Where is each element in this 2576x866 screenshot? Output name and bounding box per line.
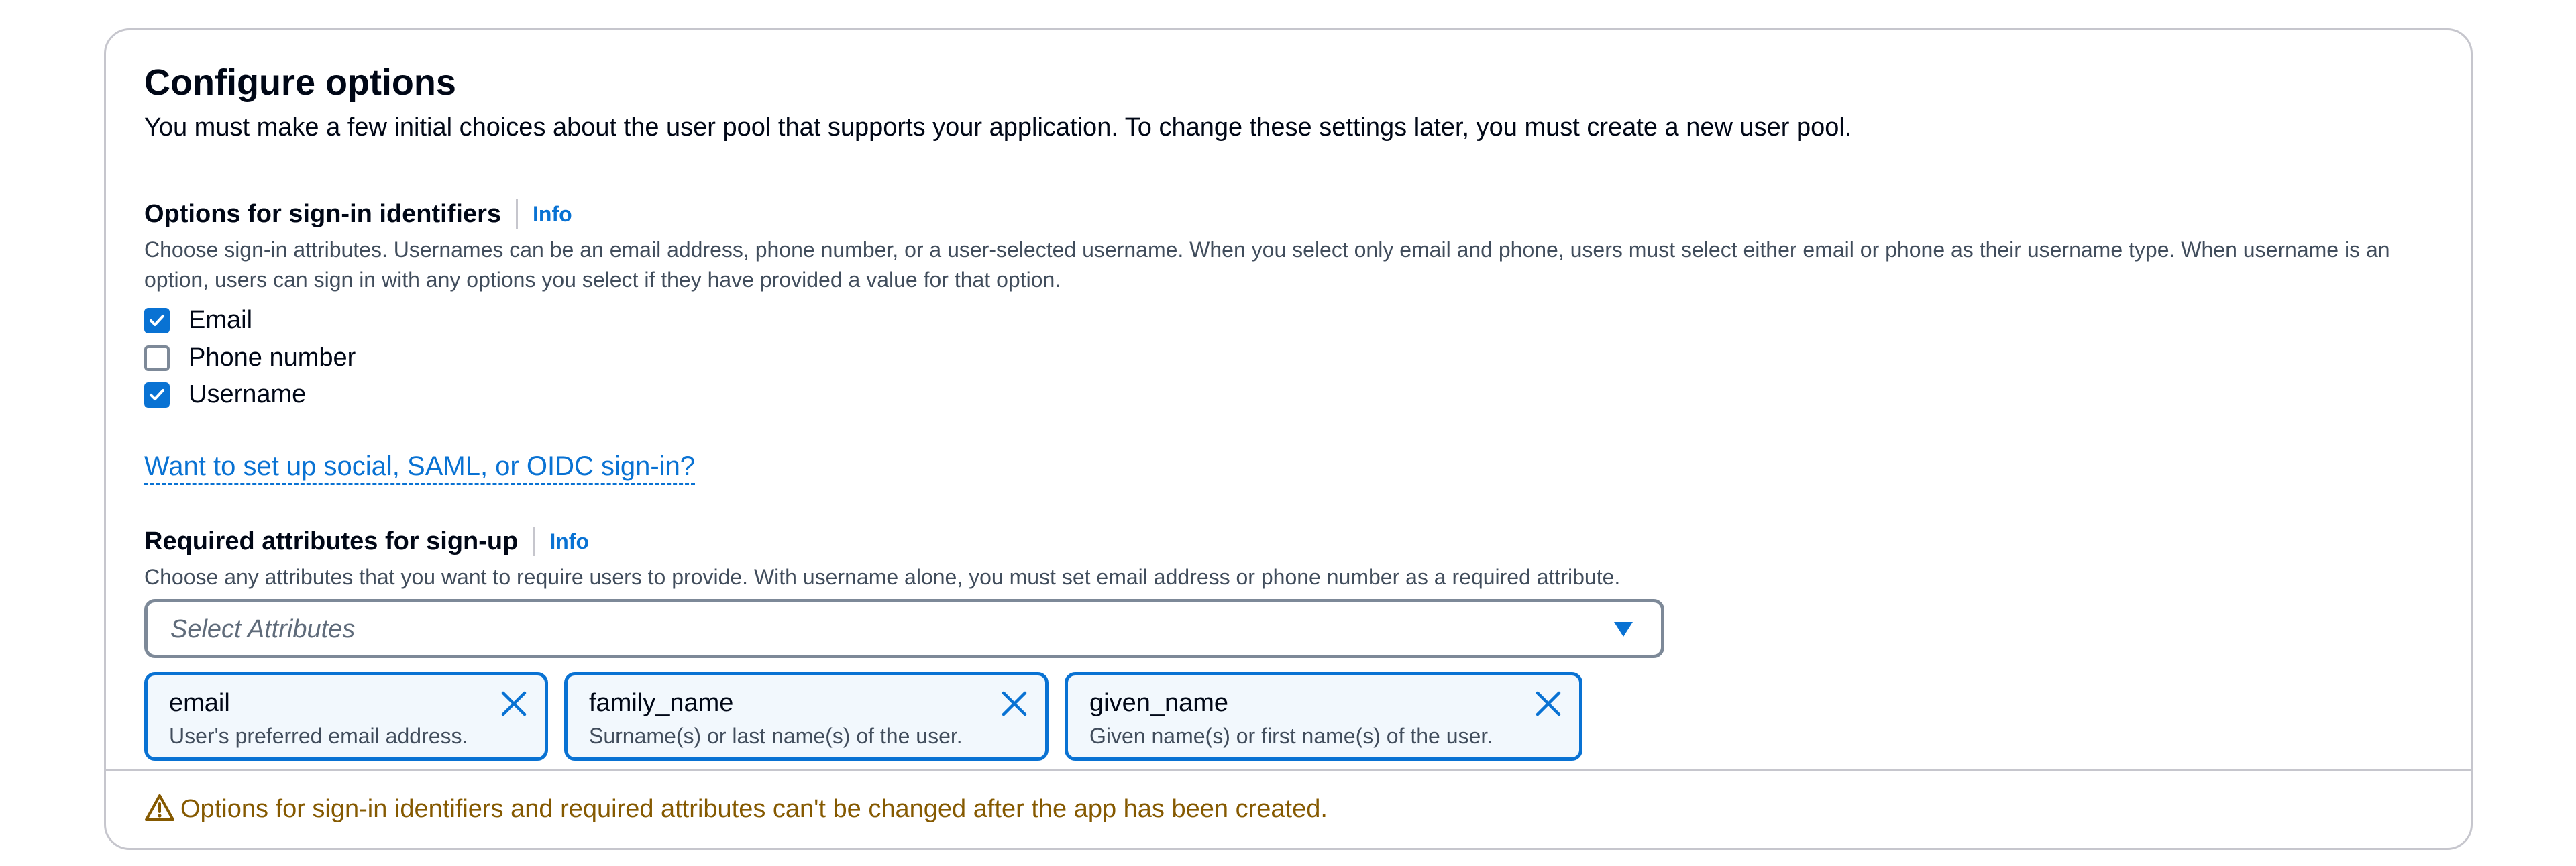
checkbox-unchecked-icon[interactable]	[144, 345, 170, 371]
checkbox-checked-icon[interactable]	[144, 382, 170, 408]
caret-down-icon[interactable]	[1613, 620, 1634, 641]
sign-in-identifiers-info-link[interactable]: Info	[533, 201, 572, 226]
required-attributes-description: Choose any attributes that you want to require users to provide. With username alone, you must set email address or phone number as a required attribute.	[144, 565, 1621, 589]
required-attributes-header	[144, 527, 589, 556]
configure-options-panel	[104, 28, 2473, 850]
token-email	[144, 672, 548, 761]
close-icon[interactable]	[1532, 688, 1564, 720]
select-attributes-placeholder: Select Attributes	[170, 615, 356, 643]
section-description: You must make a few initial choices about the user pool that supports your application. To change these settings later, you must create a new user pool.	[144, 113, 1852, 142]
sign-in-identifiers-description: Choose sign-in attributes. Usernames can be an email address, phone number, or a user-selected username. When you select only email and phone, users must select either email or phone as their username type. When username is an option, users can sign in with any options you select if they have provided a value for that option.	[144, 237, 2390, 292]
required-attributes-info-link[interactable]: Info	[549, 529, 589, 553]
close-icon[interactable]	[998, 688, 1030, 720]
select-attributes-multiselect[interactable]	[144, 599, 1664, 658]
checkbox-phone-number-label: Phone number	[189, 343, 356, 372]
token-family-name	[564, 672, 1049, 761]
checkbox-email[interactable]	[144, 306, 252, 335]
token-name: given_name	[1089, 689, 1229, 717]
label-divider	[516, 199, 518, 229]
warning-icon	[144, 794, 175, 825]
warning-footer	[144, 794, 1328, 825]
token-description: User's preferred email address.	[169, 724, 468, 748]
social-saml-oidc-link[interactable]: Want to set up social, SAML, or OIDC sign-in?	[144, 451, 695, 485]
sign-in-identifiers-header	[144, 199, 572, 229]
token-description: Surname(s) or last name(s) of the user.	[589, 724, 963, 748]
footer-divider	[106, 769, 2471, 771]
token-name: email	[169, 689, 230, 717]
checkbox-username[interactable]	[144, 380, 306, 409]
token-given-name	[1065, 672, 1582, 761]
section-title: Configure options	[144, 62, 456, 103]
checkbox-username-label: Username	[189, 380, 307, 409]
close-icon[interactable]	[498, 688, 530, 720]
checkbox-phone-number[interactable]	[144, 343, 356, 372]
required-attributes-label: Required attributes for sign-up	[144, 527, 519, 555]
label-divider	[533, 527, 535, 556]
sign-in-identifiers-label: Options for sign-in identifiers	[144, 199, 501, 228]
checkbox-checked-icon[interactable]	[144, 308, 170, 333]
token-description: Given name(s) or first name(s) of the user.	[1089, 724, 1493, 748]
checkbox-email-label: Email	[189, 306, 253, 334]
warning-text: Options for sign-in identifiers and required attributes can't be changed after the app has been created.	[180, 795, 1328, 823]
token-name: family_name	[589, 689, 734, 717]
